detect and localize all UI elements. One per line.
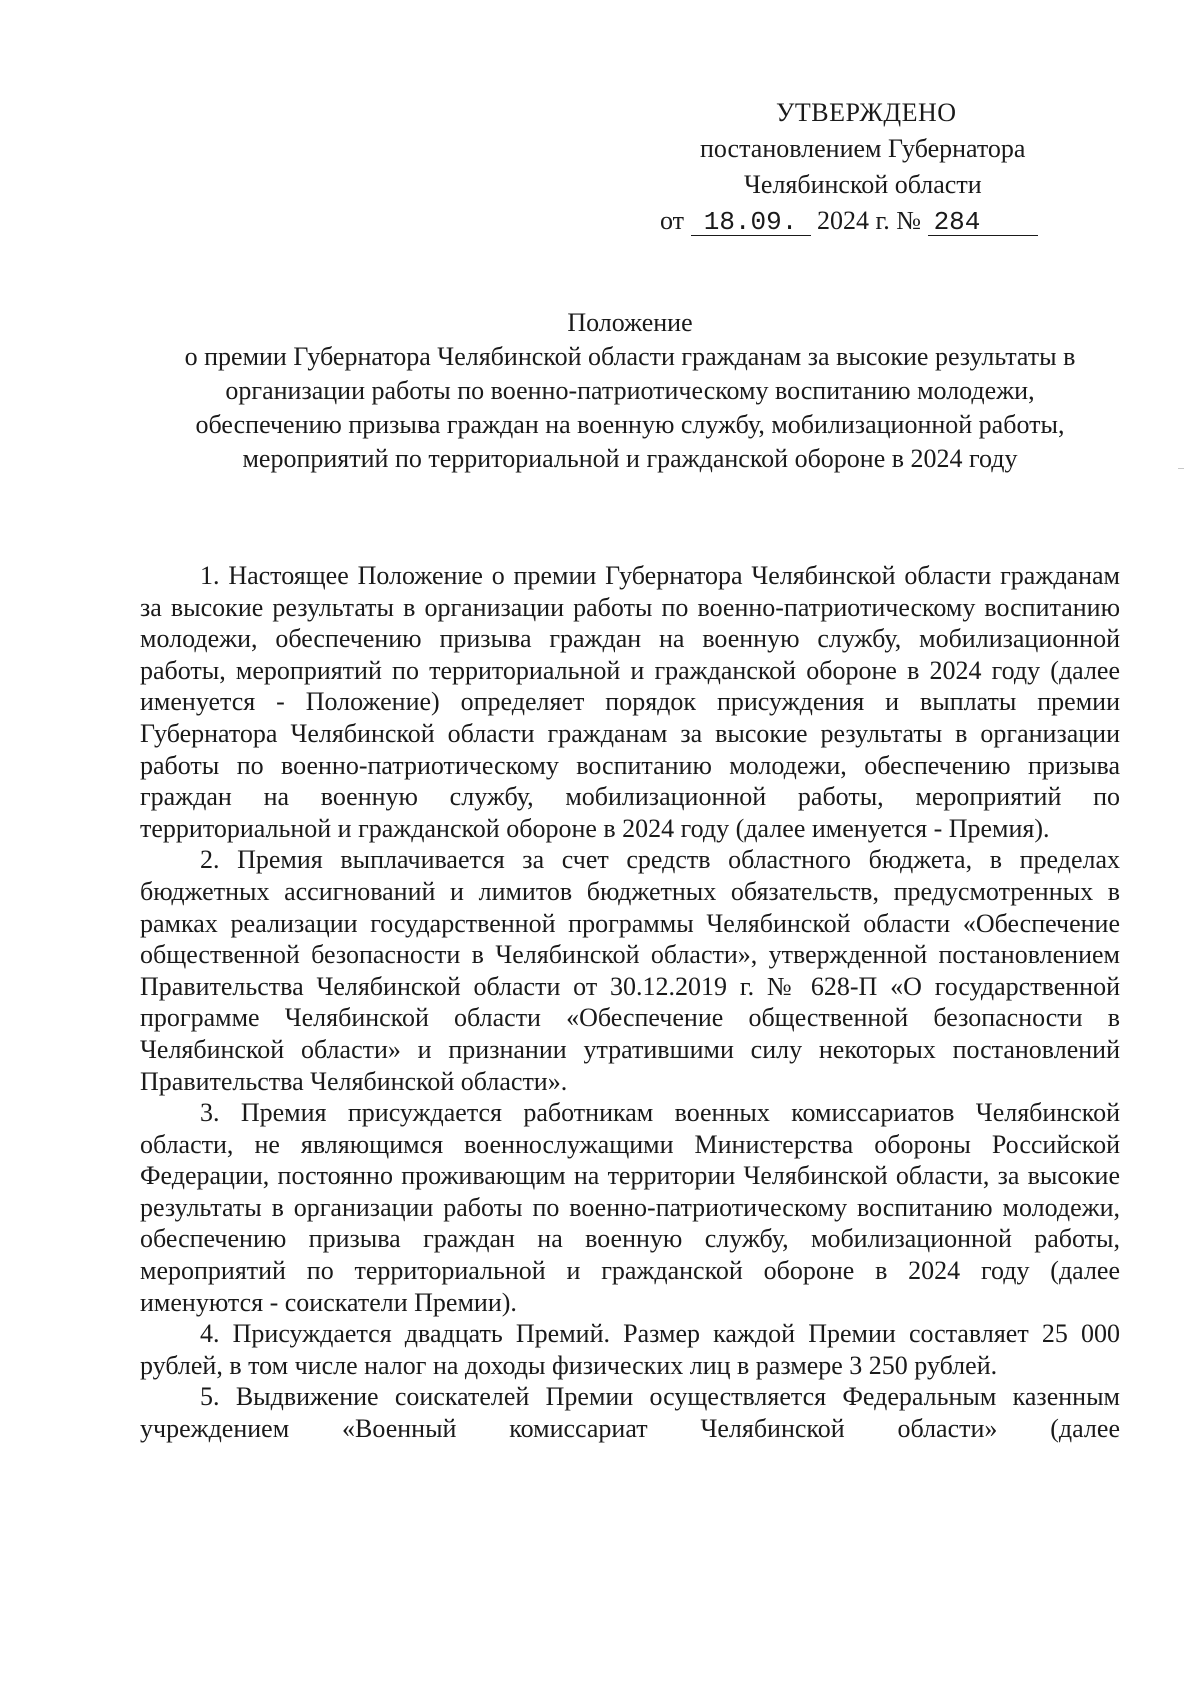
- paragraph-5: 5. Выдвижение соискателей Премии осуществляется Федеральным казенным учреждением «Военный комиссариат Челябинской области» (далее: [140, 1382, 1120, 1444]
- paragraph-4: 4. Присуждается двадцать Премий. Размер каждой Премии составляет 25 000 рублей, в том числе налог на доходы физических лиц в размере 3 250 рублей.: [140, 1319, 1120, 1380]
- title-heading: Положение: [567, 308, 693, 337]
- paragraph-2: 2. Премия выплачивается за счет средств областного бюджета, в пределах бюджетных ассигнований и лимитов бюджетных обязательств, предусмотренных в рамках реализации государственной программы Челябинской области «Обеспечение общественной безопасности в Челябинской области», утвержденной постановлением Правительства Челябинской области от 30.12.2019 г. № 628-П «О государственной программе Челябинской области «Обеспечение общественной безопасности в Челябинской области» и признании утратившими силу некоторых постановлений Правительства Челябинской области».: [140, 845, 1120, 1096]
- decree-number: 284: [928, 209, 1038, 236]
- title-line: обеспечению призыва граждан на военную службу, мобилизационной работы,: [195, 410, 1065, 439]
- decree-year: 2024 г.: [817, 206, 890, 235]
- approval-decree: постановлением Губернатора: [700, 134, 1026, 163]
- from-prefix: от: [660, 206, 685, 235]
- paragraph-1: 1. Настоящее Положение о премии Губернатора Челябинской области гражданам за высокие результаты в организации работы по военно-патриотическому воспитанию молодежи, обеспечению призыва граждан на военную службу, мобилизационной работы, мероприятий по территориальной и гражданской обороне в 2024 году (далее именуется - Положение) определяет порядок присуждения и выплаты премии Губернатора Челябинской области гражданам за высокие результаты в организации работы по военно-патриотическому воспитанию молодежи, обеспечению призыва граждан на военную службу, мобилизационной работы, мероприятий по территориальной и гражданской обороне в 2024 году (далее именуется - Премия).: [140, 561, 1120, 843]
- approval-heading: УТВЕРЖДЕНО: [776, 98, 957, 127]
- number-sign: №: [896, 206, 922, 235]
- paragraph-3: 3. Премия присуждается работникам военных комиссариатов Челябинской области, не являющимся военнослужащими Министерства обороны Российской Федерации, постоянно проживающим на территории Челябинской области, за высокие результаты в организации работы по военно-патриотическому воспитанию молодежи, обеспечению призыва граждан на военную службу, мобилизационной работы, мероприятий по территориальной и гражданской обороне в 2024 году (далее именуются - соискатели Премии).: [140, 1098, 1120, 1317]
- title-line: организации работы по военно-патриотическому воспитанию молодежи,: [225, 376, 1035, 405]
- approval-date-line: [660, 204, 1038, 238]
- document-body: [140, 560, 1120, 1445]
- approval-region: Челябинской области: [744, 170, 982, 199]
- scan-artifact: [1178, 468, 1184, 469]
- title-line: мероприятий по территориальной и гражданской обороне в 2024 году: [242, 444, 1018, 473]
- document-title: [140, 306, 1120, 476]
- decree-date: 18.09.: [691, 209, 811, 236]
- title-line: о премии Губернатора Челябинской области гражданам за высокие результаты в: [184, 342, 1076, 371]
